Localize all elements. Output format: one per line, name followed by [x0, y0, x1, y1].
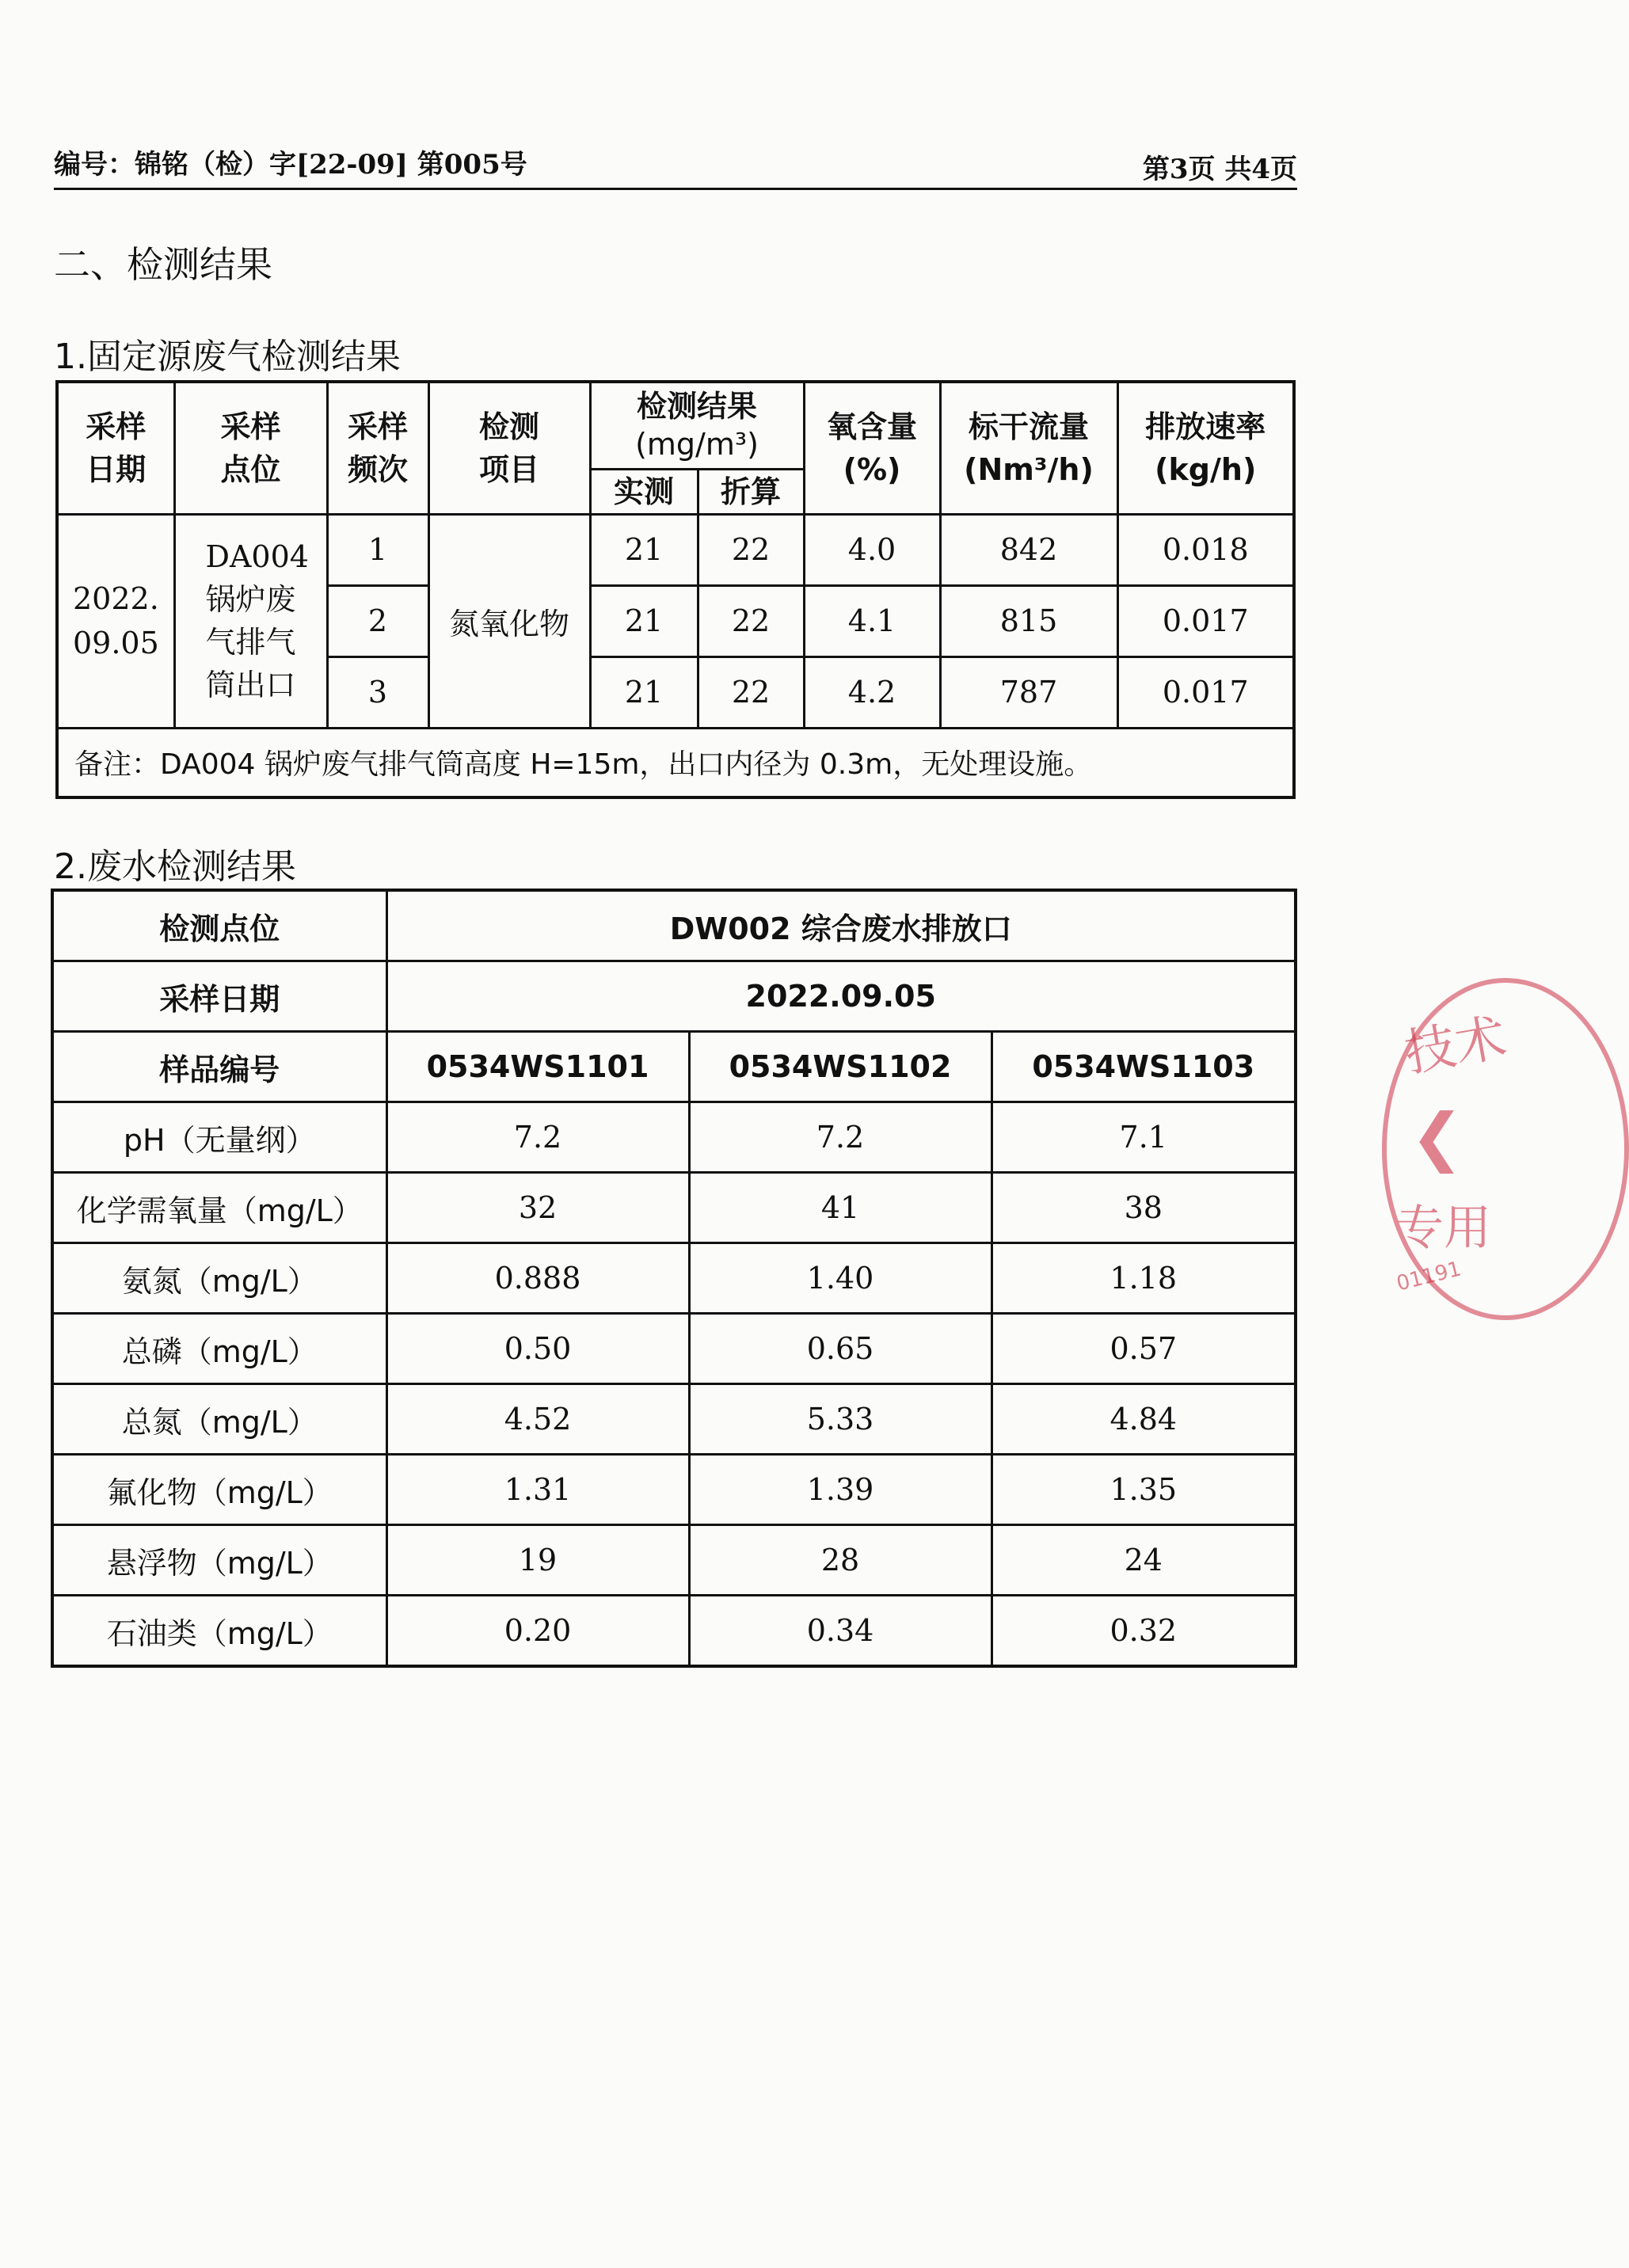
gas-note: 备注：DA004 锅炉废气排气筒高度 H=15m，出口内径为 0.3m，无处理设施。	[57, 728, 1294, 797]
wastewater-results-table	[51, 889, 1297, 1668]
rate-cell: 0.018	[1117, 514, 1294, 585]
flow-cell: 787	[940, 656, 1117, 728]
value-cell: 4.84	[991, 1384, 1296, 1455]
oxygen-cell: 4.0	[804, 514, 940, 585]
oxygen-cell: 4.1	[804, 585, 940, 656]
flow-cell: 842	[940, 514, 1117, 585]
value-cell: 5.33	[689, 1384, 991, 1455]
value-cell: 0.50	[386, 1314, 689, 1384]
frequency-cell: 3	[327, 656, 428, 728]
parameter-name: 石油类（mg/L）	[52, 1596, 386, 1667]
value-cell: 1.31	[386, 1455, 689, 1525]
header-flow-label: 标干流量	[968, 409, 1089, 444]
flow-cell: 815	[940, 585, 1117, 656]
date-label: 采样日期	[52, 961, 386, 1032]
frequency-cell: 1	[327, 514, 428, 585]
seal-star-icon: ❮	[1410, 1100, 1464, 1174]
value-cell: 1.18	[991, 1243, 1296, 1314]
sampling-point: DA004 锅炉废 气排气 筒出口	[174, 514, 327, 728]
value-cell: 1.35	[991, 1455, 1296, 1525]
header-rate-unit: (kg/h)	[1155, 451, 1257, 487]
exhaust-gas-results-table	[55, 380, 1296, 799]
rate-cell: 0.017	[1117, 585, 1294, 656]
value-cell: 7.1	[991, 1102, 1296, 1173]
header-frequency: 采样频次	[327, 382, 428, 514]
value-cell: 4.52	[386, 1384, 689, 1455]
header-rate-label: 排放速率	[1145, 409, 1266, 444]
value-cell: 28	[689, 1525, 991, 1596]
converted-cell: 22	[698, 656, 804, 728]
parameter-name: 氟化物（mg/L）	[52, 1455, 386, 1525]
header-oxygen-label: 氧含量	[826, 409, 917, 444]
header-flow-unit: (Nm³/h)	[964, 451, 1094, 487]
point-label: 检测点位	[52, 890, 386, 961]
table-row	[52, 1102, 1296, 1173]
table-row	[52, 1384, 1296, 1455]
gas-section-title: 1.固定源废气检测结果	[54, 337, 401, 377]
table-row	[52, 1455, 1296, 1525]
value-cell: 32	[386, 1173, 689, 1243]
converted-cell: 22	[698, 585, 804, 656]
value-cell: 1.40	[689, 1243, 991, 1314]
value-cell: 1.39	[689, 1455, 991, 1525]
parameter-name: 悬浮物（mg/L）	[52, 1525, 386, 1596]
page-number: 第3页 共4页	[1142, 154, 1297, 185]
header-test-result-label: 检测结果	[636, 389, 757, 424]
value-cell: 24	[991, 1525, 1296, 1596]
frequency-cell: 2	[327, 585, 428, 656]
value-cell: 0.888	[386, 1243, 689, 1314]
seal-number: 01191	[1394, 1257, 1464, 1296]
value-cell: 41	[689, 1173, 991, 1243]
header-test-result-unit: (mg/m³)	[635, 427, 759, 462]
converted-cell: 22	[698, 514, 804, 585]
table-row	[52, 1525, 1296, 1596]
value-cell: 7.2	[386, 1102, 689, 1173]
seal-text-top: 技术	[1400, 1008, 1511, 1084]
sample-label: 样品编号	[52, 1032, 386, 1102]
value-cell: 38	[991, 1173, 1296, 1243]
header-sampling-date: 采样日期	[57, 382, 174, 514]
header-test-result	[590, 382, 804, 469]
measured-cell: 21	[590, 514, 698, 585]
header-test-item: 检测项目	[428, 382, 590, 514]
header-sampling-point: 采样点位	[174, 382, 327, 514]
header-flow	[940, 382, 1117, 514]
value-cell: 0.34	[689, 1596, 991, 1667]
header-emission-rate	[1117, 382, 1294, 514]
seal-text-middle: 专用	[1396, 1201, 1491, 1256]
test-item: 氮氧化物	[428, 514, 590, 728]
section-title: 二、检测结果	[54, 243, 272, 286]
parameter-name: 化学需氧量（mg/L）	[52, 1173, 386, 1243]
header-converted: 折算	[698, 469, 804, 514]
sample-id: 0534WS1103	[991, 1032, 1296, 1102]
value-cell: 0.20	[386, 1596, 689, 1667]
value-cell: 0.57	[991, 1314, 1296, 1384]
parameter-name: 总氮（mg/L）	[52, 1384, 386, 1455]
measured-cell: 21	[590, 656, 698, 728]
table-row	[52, 1596, 1296, 1667]
sample-id: 0534WS1102	[689, 1032, 991, 1102]
header-oxygen	[804, 382, 940, 514]
header-measured: 实测	[590, 469, 698, 514]
point-value: DW002 综合废水排放口	[386, 890, 1296, 961]
parameter-name: 总磷（mg/L）	[52, 1314, 386, 1384]
parameter-name: 氨氮（mg/L）	[52, 1243, 386, 1314]
oxygen-cell: 4.2	[804, 656, 940, 728]
measured-cell: 21	[590, 585, 698, 656]
table-row	[52, 1243, 1296, 1314]
sample-id: 0534WS1101	[386, 1032, 689, 1102]
value-cell: 0.32	[991, 1596, 1296, 1667]
table-row	[52, 1173, 1296, 1243]
value-cell: 0.65	[689, 1314, 991, 1384]
date-value: 2022.09.05	[386, 961, 1296, 1032]
water-section-title: 2.废水检测结果	[54, 847, 296, 887]
parameter-name: pH（无量纲）	[52, 1102, 386, 1173]
value-cell: 7.2	[689, 1102, 991, 1173]
official-seal	[1382, 978, 1629, 1320]
value-cell: 19	[386, 1525, 689, 1596]
document-number: 编号：锦铭（检）字[22-09] 第005号	[54, 149, 527, 181]
table-row	[52, 1314, 1296, 1384]
rate-cell: 0.017	[1117, 656, 1294, 728]
sampling-date: 2022. 09.05	[57, 514, 174, 728]
page-header	[54, 139, 1297, 190]
header-oxygen-unit: (%)	[843, 451, 901, 487]
